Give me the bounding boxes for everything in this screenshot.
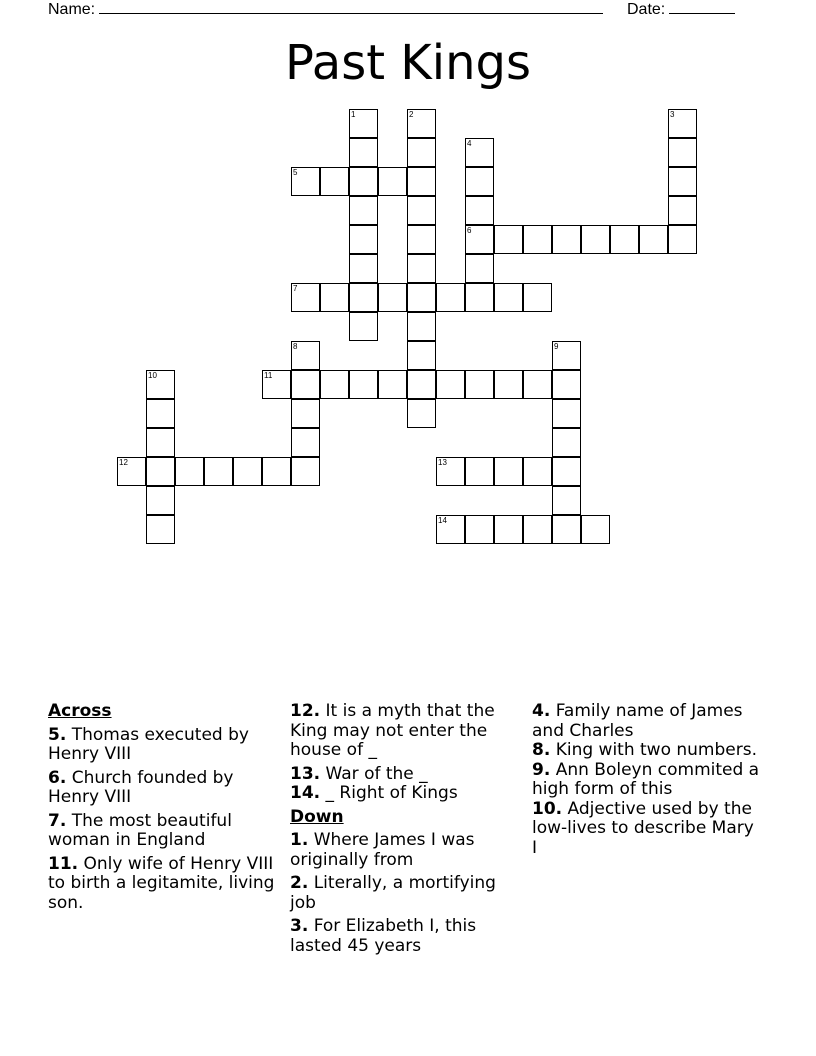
clue-number-label: 8	[293, 342, 298, 351]
grid-cell[interactable]	[523, 283, 552, 312]
grid-cell[interactable]	[320, 283, 349, 312]
grid-cell[interactable]	[465, 138, 494, 167]
grid-cell[interactable]	[407, 167, 436, 196]
clue-down-3	[290, 917, 518, 956]
grid-cell[interactable]	[465, 225, 494, 254]
clue-number: 12.	[290, 701, 321, 721]
grid-cell[interactable]	[349, 254, 378, 283]
grid-cell[interactable]	[407, 196, 436, 225]
grid-cell[interactable]	[349, 167, 378, 196]
clue-column-1	[48, 702, 276, 917]
grid-cell[interactable]	[378, 283, 407, 312]
clue-down-8	[532, 741, 760, 761]
grid-cell[interactable]	[349, 225, 378, 254]
grid-cell[interactable]	[494, 515, 523, 544]
clue-down-4	[532, 702, 760, 741]
grid-cell[interactable]	[291, 283, 320, 312]
date-field[interactable]	[627, 0, 735, 20]
grid-cell[interactable]	[494, 370, 523, 399]
grid-cell[interactable]	[320, 167, 349, 196]
clue-number: 14.	[290, 783, 321, 803]
clue-number: 8.	[532, 740, 551, 760]
grid-cell[interactable]	[552, 457, 581, 486]
clue-number-label: 11	[264, 371, 273, 380]
grid-cell[interactable]	[349, 196, 378, 225]
grid-cell[interactable]	[291, 399, 320, 428]
grid-cell[interactable]	[581, 225, 610, 254]
clue-number: 6.	[48, 767, 67, 788]
clue-text: War of the _	[325, 763, 428, 784]
clue-number-label: 5	[293, 168, 298, 177]
grid-cell[interactable]	[291, 457, 320, 486]
clue-number-label: 13	[438, 458, 447, 467]
grid-cell[interactable]	[146, 428, 175, 457]
grid-cell[interactable]	[407, 399, 436, 428]
grid-cell[interactable]	[146, 370, 175, 399]
clue-text: _ Right of Kings	[325, 783, 458, 803]
grid-cell[interactable]	[262, 457, 291, 486]
clue-text: Literally, a mortifying job	[290, 873, 496, 913]
clue-number-label: 10	[148, 371, 157, 380]
grid-cell[interactable]	[291, 428, 320, 457]
grid-cell[interactable]	[146, 399, 175, 428]
grid-cell[interactable]	[349, 138, 378, 167]
grid-cell[interactable]	[349, 109, 378, 138]
grid-cell[interactable]	[175, 457, 204, 486]
clue-across-11	[48, 855, 276, 914]
grid-cell[interactable]	[465, 167, 494, 196]
grid-cell[interactable]	[233, 457, 262, 486]
grid-cell[interactable]	[668, 167, 697, 196]
grid-cell[interactable]	[465, 254, 494, 283]
grid-cell[interactable]	[552, 225, 581, 254]
clue-number-label: 4	[467, 139, 472, 148]
clue-number-label: 2	[409, 110, 414, 119]
grid-cell[interactable]	[436, 370, 465, 399]
grid-cell[interactable]	[378, 167, 407, 196]
grid-cell[interactable]	[407, 225, 436, 254]
grid-cell[interactable]	[465, 457, 494, 486]
grid-cell[interactable]	[407, 254, 436, 283]
clue-text: The most beautiful woman in England	[48, 810, 232, 850]
grid-cell[interactable]	[668, 196, 697, 225]
grid-cell[interactable]	[407, 341, 436, 370]
grid-cell[interactable]	[465, 196, 494, 225]
grid-cell[interactable]	[523, 370, 552, 399]
clue-column-2	[290, 702, 518, 960]
across-heading: Across	[48, 701, 112, 721]
grid-cell[interactable]	[465, 515, 494, 544]
clue-across-13	[290, 765, 518, 785]
grid-cell[interactable]	[494, 457, 523, 486]
grid-cell[interactable]	[407, 283, 436, 312]
grid-cell[interactable]	[552, 399, 581, 428]
clue-text: Thomas executed by Henry VIII	[48, 724, 249, 764]
clue-number-label: 1	[351, 110, 356, 119]
grid-cell[interactable]	[668, 225, 697, 254]
grid-cell[interactable]	[552, 515, 581, 544]
name-label: Name:	[48, 1, 96, 18]
grid-cell[interactable]	[523, 515, 552, 544]
grid-cell[interactable]	[465, 283, 494, 312]
grid-cell[interactable]	[291, 341, 320, 370]
clue-down-10	[532, 800, 760, 859]
grid-cell[interactable]	[552, 486, 581, 515]
clue-number: 4.	[532, 701, 551, 721]
grid-cell[interactable]	[349, 370, 378, 399]
grid-cell[interactable]	[668, 109, 697, 138]
clue-number: 2.	[290, 873, 309, 893]
clue-text: Adjective used by the low-lives to describe Mary I	[532, 798, 754, 858]
grid-cell[interactable]	[465, 370, 494, 399]
grid-cell[interactable]	[146, 515, 175, 544]
clue-number: 7.	[48, 810, 67, 831]
grid-cell[interactable]	[262, 370, 291, 399]
down-heading: Down	[290, 806, 344, 827]
clue-number: 5.	[48, 724, 67, 745]
clue-text: Only wife of Henry VIII to birth a legitamite, living son.	[48, 853, 275, 913]
clue-across-6	[48, 769, 276, 808]
clue-text: Ann Boleyn commited a high form of this	[532, 759, 760, 799]
grid-cell[interactable]	[639, 225, 668, 254]
date-label: Date:	[627, 1, 666, 18]
clue-text: Where James I was originally from	[290, 830, 475, 870]
grid-cell[interactable]	[436, 457, 465, 486]
grid-cell[interactable]	[349, 283, 378, 312]
clue-text: Family name of James and Charles	[532, 701, 743, 741]
grid-cell[interactable]	[436, 515, 465, 544]
grid-cell[interactable]	[320, 370, 349, 399]
name-input-line[interactable]	[99, 0, 603, 14]
name-field[interactable]	[48, 0, 603, 20]
date-input-line[interactable]	[669, 0, 735, 14]
grid-cell[interactable]	[291, 370, 320, 399]
grid-cell[interactable]	[668, 138, 697, 167]
grid-cell[interactable]	[523, 457, 552, 486]
page-title: Past Kings	[285, 35, 531, 91]
clue-across-7	[48, 812, 276, 851]
grid-cell[interactable]	[552, 341, 581, 370]
grid-cell[interactable]	[552, 428, 581, 457]
clue-number: 10.	[532, 798, 563, 819]
clue-text: King with two numbers.	[555, 740, 757, 760]
grid-cell[interactable]	[349, 312, 378, 341]
clue-number: 13.	[290, 763, 321, 784]
clue-number-label: 6	[467, 226, 472, 235]
grid-cell[interactable]	[291, 167, 320, 196]
clue-down-2	[290, 874, 518, 913]
grid-cell[interactable]	[146, 486, 175, 515]
clue-number-label: 9	[554, 342, 559, 351]
clue-number-label: 3	[670, 110, 675, 119]
clue-number: 11.	[48, 853, 79, 874]
grid-cell[interactable]	[581, 515, 610, 544]
clue-text: It is a myth that the King may not enter the house of _	[290, 701, 495, 760]
clue-across-12	[290, 702, 518, 761]
clue-across-5	[48, 726, 276, 765]
grid-cell[interactable]	[552, 370, 581, 399]
clue-number-label: 14	[438, 516, 447, 525]
clue-number: 1.	[290, 830, 309, 850]
clue-text: Church founded by Henry VIII	[48, 767, 234, 807]
clue-down-9	[532, 761, 760, 800]
clue-text: For Elizabeth I, this lasted 45 years	[290, 916, 477, 956]
clue-number-label: 12	[119, 458, 128, 467]
grid-cell[interactable]	[494, 283, 523, 312]
grid-cell[interactable]	[407, 370, 436, 399]
clue-number-label: 7	[293, 284, 298, 293]
clue-number: 9.	[532, 759, 551, 780]
clue-across-14	[290, 784, 518, 804]
clue-column-3	[532, 702, 760, 862]
grid-cell[interactable]	[204, 457, 233, 486]
grid-cell[interactable]	[407, 109, 436, 138]
grid-cell[interactable]	[117, 457, 146, 486]
grid-cell[interactable]	[407, 138, 436, 167]
grid-cell[interactable]	[378, 370, 407, 399]
grid-cell[interactable]	[407, 312, 436, 341]
grid-cell[interactable]	[436, 283, 465, 312]
grid-cell[interactable]	[610, 225, 639, 254]
clue-down-1	[290, 831, 518, 870]
grid-cell[interactable]	[146, 457, 175, 486]
grid-cell[interactable]	[494, 225, 523, 254]
grid-cell[interactable]	[523, 225, 552, 254]
clue-number: 3.	[290, 916, 309, 936]
